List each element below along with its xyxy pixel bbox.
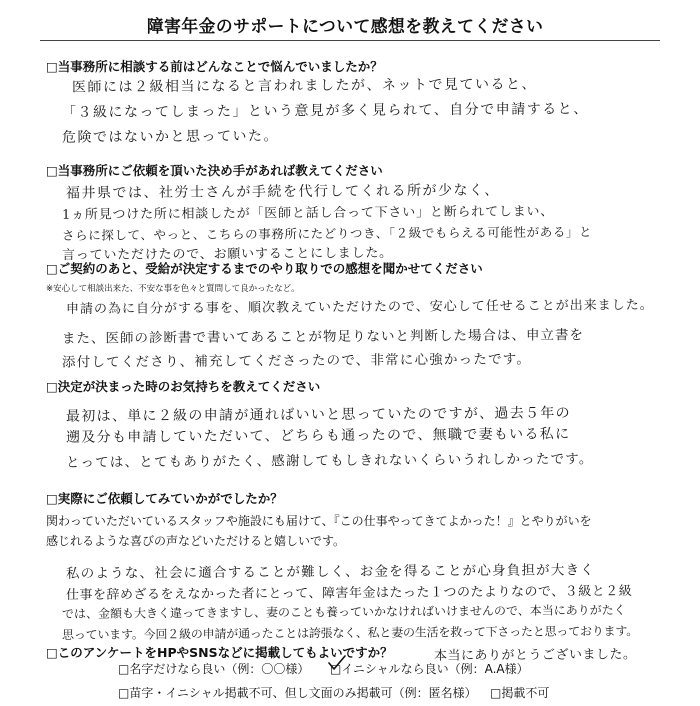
question-5-prompt-line-2: 感じれるような喜びの声などいただけると嬉しいです。: [46, 534, 346, 548]
answer-5-line-2: 仕事を辞めざるをえなかった者にとって、障害年金はたった１つのたよりなので、３級と２級: [65, 584, 633, 603]
answer-2-line-2: 1ヵ所見つけた所に相談したが「医師と話し合って下さい」と断られてしまい、: [61, 204, 555, 223]
answer-3-line-2: また、医師の診断書で書いてあることが物足りないと判断した場合は、申立書を: [61, 327, 585, 347]
checkmark-icon: [327, 655, 347, 671]
answer-5-line-5: 本当にありがとうございました。: [433, 647, 637, 664]
question-3-note: ※安心して相談出来た、不安な事を色々と質問して良かったなど。: [46, 284, 300, 294]
answer-3-line-1: 申請の為に自分がする事を、順次教えていただけたので、安心して任せることが出来ました。: [65, 297, 654, 318]
title-divider: [40, 40, 660, 41]
answer-2-line-4: 言っていただけたので、お願いすることにしました。: [61, 245, 394, 264]
question-5-prompt-line-1: 関わっていただいているスタッフや施設にも届けて、『この仕事やってきてよかった！』とやりがいを: [46, 514, 592, 528]
question-5: □実際にご依頼してみていかがでしたか？: [46, 491, 283, 506]
question-6: □このアンケートをHPやSNSなどに掲載してもよいですか？: [46, 645, 393, 660]
question-1: □当事務所に相談する前はどんなことで悩んでいましたか？: [46, 59, 383, 74]
answer-1-line-3: 危険ではないかと思っていた。: [61, 128, 280, 146]
question-2: □当事務所にご依頼を頂いた決め手があれば教えてください: [46, 163, 383, 178]
option-surname-only[interactable]: □名字だけなら良い（例：〇〇様）: [118, 662, 310, 676]
answer-1-line-2: 「３級になってしまった」という意見が多く見られて、自分で申請すると、: [61, 101, 589, 121]
answer-3-line-3: 添付してくださり、補充してくださったので、非常に心強かったです。: [61, 351, 532, 371]
answer-5-line-4: 思っています。今回２級の申請が通ったことは誇張なく、私と妻の生活を救って下さったと思っております。: [61, 623, 639, 643]
option-initials-only[interactable]: □イニシャルなら良い（例：A.A様）: [330, 662, 529, 676]
answer-4-line-2: 遡及分も申請していただいて、どちらも通ったので、無職で妻もいる私に: [65, 426, 571, 446]
option-not-allowed[interactable]: □掲載不可: [490, 686, 550, 700]
page-title: 障害年金のサポートについて感想を教えてください: [146, 17, 544, 37]
question-3: □ご契約のあと、受給が決定するまでのやり取りでの感想を聞かせてください: [46, 261, 483, 276]
answer-4-line-3: とっては、とてもありがたく、感謝してもしきれないくらいうれしかったです。: [65, 451, 594, 471]
answer-2-line-3: さらに探して、やっと、こちらの事務所にたどりつき、「２級でもらえる可能性がある」と: [61, 224, 593, 243]
answer-4-line-1: 最初は、単に２級の申請が通ればいいと思っていたのですが、過去５年の: [65, 405, 571, 425]
answer-5-line-3: では、金額も大きく違ってきますし、妻のことも養っていかなければいけませんので、本当にありがたく: [61, 603, 626, 621]
option-text-only[interactable]: □苗字・イニシャル掲載不可、但し文面のみ掲載可（例：匿名様）: [118, 686, 477, 700]
question-4: □決定が決まった時のお気持ちを教えてください: [46, 379, 321, 394]
answer-5-line-1: 私のような、社会に適合することが難しく、お金を得ることが心身負担が大きく: [65, 562, 596, 582]
answer-1-line-1: 医師には２級相当になると言われましたが、ネットで見ていると、: [71, 76, 538, 96]
answer-2-line-1: 福井県では、社労士さんが手続を代行してくれる所が少なく、: [65, 182, 500, 202]
